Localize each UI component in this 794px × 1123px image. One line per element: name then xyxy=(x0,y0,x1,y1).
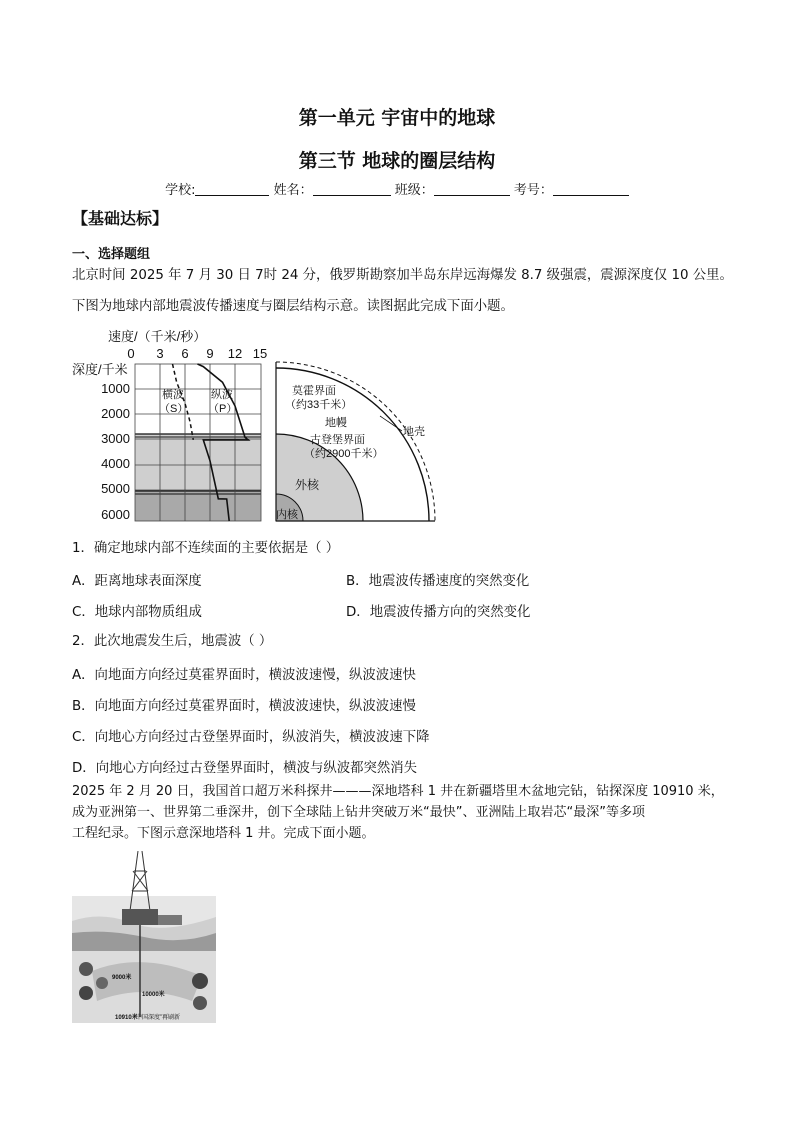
speed-ticks xyxy=(127,346,267,361)
name-label: 姓名： xyxy=(273,183,313,198)
section-title: 第三节 地球的圈层结构 xyxy=(298,150,496,172)
outer-core-label: 外核 xyxy=(295,478,320,492)
depth-tick-5000: 5000 xyxy=(101,481,130,496)
depth-axis-label: 深度/千米 xyxy=(72,362,128,377)
passage2-line3: 工程纪录。下图示意深地塔科 1 井。完成下面小题。 xyxy=(72,826,375,841)
speed-tick-6: 6 xyxy=(181,346,189,361)
school-blank[interactable] xyxy=(195,183,269,196)
gutenberg-label: 古登堡界面 xyxy=(310,434,365,446)
speed-tick-9: 9 xyxy=(206,346,214,361)
crust-label: 地壳 xyxy=(403,426,425,438)
exam-no-label: 考号： xyxy=(513,183,553,198)
drilling-well-image xyxy=(72,851,216,1023)
inner-core-label: 内核 xyxy=(276,509,298,521)
record-label: “中国深度”再刷新 xyxy=(134,1015,180,1021)
student-info-line xyxy=(0,179,794,198)
s-wave-symbol: （S） xyxy=(159,403,189,415)
speed-tick-3: 3 xyxy=(156,346,164,361)
q1-option-c[interactable]: C．地球内部物质组成 xyxy=(72,605,202,620)
class-blank[interactable] xyxy=(434,183,510,196)
s-wave-label: 横波 xyxy=(162,389,184,401)
depth-tick-2000: 2000 xyxy=(101,406,130,421)
depth-tick-4000: 4000 xyxy=(101,456,130,471)
q2-option-c[interactable]: C．向地心方向经过古登堡界面时，纵波消失，横波波速下降 xyxy=(72,730,430,745)
inner-core-band xyxy=(135,491,261,521)
speed-tick-12: 12 xyxy=(227,346,243,361)
moho-depth: （约33千米） xyxy=(285,399,353,411)
exam-no-blank[interactable] xyxy=(553,183,629,196)
s-wave-line xyxy=(173,364,194,440)
gutenberg-depth: （约2900千米） xyxy=(304,448,384,460)
depth-9000-label: 9000米 xyxy=(112,975,132,981)
basic-heading: 【基础达标】 xyxy=(72,209,169,228)
moho-label: 莫霍界面 xyxy=(292,385,336,397)
q2-option-a[interactable]: A．向地面方向经过莫霍界面时，横波波速慢，纵波波速快 xyxy=(72,668,416,683)
passage2-line2: 成为亚洲第一、世界第二垂深井，创下全球陆上钻井突破万米“最快”、亚洲陆上取岩芯“最深”等多项 xyxy=(72,805,645,820)
part-heading: 一、选择题组 xyxy=(72,247,151,262)
speed-tick-0: 0 xyxy=(127,346,135,361)
q1-stem: 1．确定地球内部不连续面的主要依据是（ ） xyxy=(72,541,340,556)
passage1-line1: 北京时间 2025 年 7 月 30 日 7时 24 分，俄罗斯勘察加半岛东岸远海爆发 8.7 级强震，震源深度仅 10 公里。 xyxy=(72,268,733,283)
depth-tick-3000: 3000 xyxy=(101,431,130,446)
q1-option-a[interactable]: A．距离地球表面深度 xyxy=(72,574,202,589)
q1-option-b[interactable]: B．地震波传播速度的突然变化 xyxy=(346,574,530,589)
depth-10910-label: 10910米 xyxy=(115,1015,138,1021)
depth-tick-6000: 6000 xyxy=(101,507,130,522)
q2-option-b[interactable]: B．向地面方向经过莫霍界面时，横波波速快，纵波波速慢 xyxy=(72,699,416,714)
mantle-label: 地幔 xyxy=(325,417,347,429)
p-wave-label: 纵波 xyxy=(211,389,233,401)
depth-10000-label: 10000米 xyxy=(142,992,165,998)
q2-stem: 2．此次地震发生后，地震波（ ） xyxy=(72,634,273,649)
earth-interior-figure xyxy=(70,326,440,526)
passage2-line1: 2025 年 2 月 20 日，我国首口超万米科探井———深地塔科 1 井在新疆塔里木盆地完钻，钻探深度 10910 米， xyxy=(72,784,724,799)
school-label: 学校: xyxy=(165,183,196,198)
q2-option-d[interactable]: D．向地心方向经过古登堡界面时，横波与纵波都突然消失 xyxy=(72,761,418,776)
name-blank[interactable] xyxy=(313,183,391,196)
speed-axis-label: 速度/（千米/秒） xyxy=(108,329,207,344)
depth-tick-1000: 1000 xyxy=(101,381,130,396)
speed-tick-15: 15 xyxy=(252,346,268,361)
p-wave-symbol: （P） xyxy=(208,403,238,415)
unit-title: 第一单元 宇宙中的地球 xyxy=(298,107,496,129)
q1-option-d[interactable]: D．地震波传播方向的突然变化 xyxy=(346,605,531,620)
passage1-line2: 下图为地球内部地震波传播速度与圈层结构示意。读图据此完成下面小题。 xyxy=(72,299,514,314)
outer-core-band xyxy=(135,434,261,491)
class-label: 班级： xyxy=(394,183,434,198)
